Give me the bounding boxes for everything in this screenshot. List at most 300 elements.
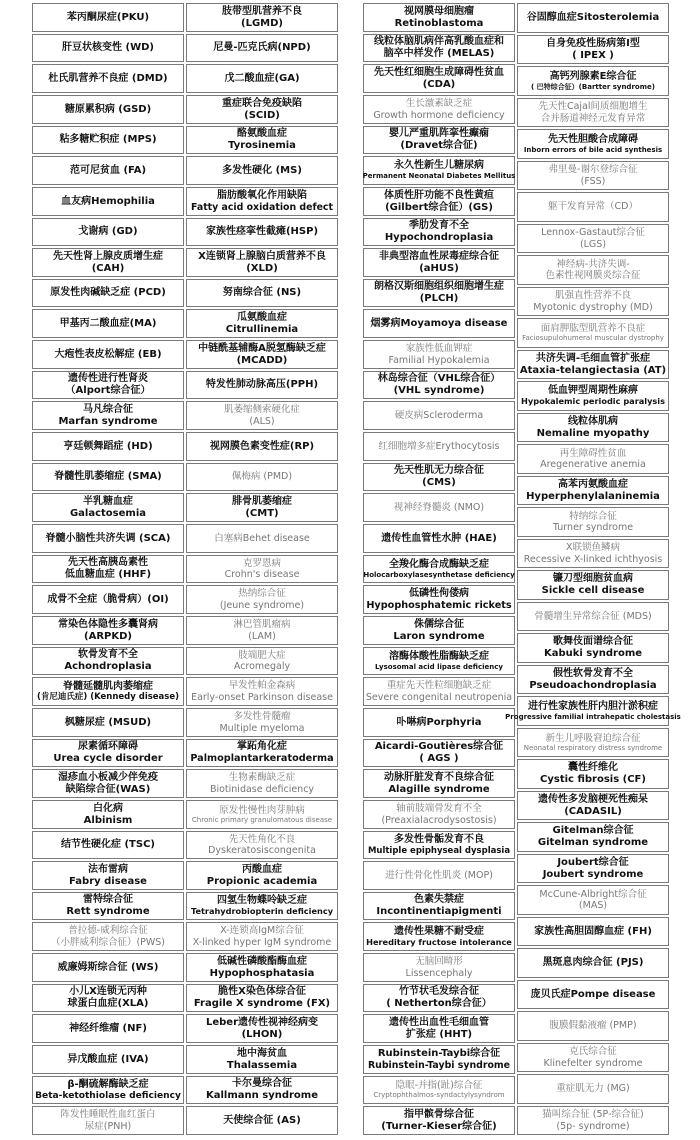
disease-name-line: 努南综合征 (NS) <box>222 287 302 299</box>
disease-name-line: 重症联合免疫缺陷 <box>222 97 302 109</box>
disease-cell <box>517 192 669 222</box>
disease-name-line: (5p- syndrome) <box>556 1120 630 1132</box>
disease-name-line: 视神经脊髓炎 (NMO) <box>393 501 485 513</box>
disease-name-line: 苯丙酮尿症(PKU) <box>66 11 150 23</box>
disease-name-line: Laron syndrome <box>393 630 485 642</box>
disease-name-line: (Dravet综合征) <box>400 140 478 151</box>
disease-name-line: 先天性胆酸合成障碍 <box>548 133 638 145</box>
disease-name-line: 线粒体脑肌病伴高乳酸血症和 <box>374 36 504 48</box>
disease-cell <box>32 677 184 706</box>
disease-name-line: 低碱性磷酸酯酶血症 <box>217 955 307 967</box>
disease-cell <box>363 64 515 93</box>
disease-name-line: 溶酶体酸性脂酶缺乏症 <box>389 650 489 662</box>
disease-name-line: Propionic academia <box>206 875 318 887</box>
disease-cell <box>32 831 184 859</box>
disease-name-line: 球蛋白血症(XLA) <box>67 998 149 1009</box>
disease-name-line: Incontinentiapigmenti <box>376 906 502 917</box>
disease-cell <box>32 432 184 461</box>
disease-name-line: 谷固醇血症Sitosterolemia <box>526 12 660 24</box>
disease-name-line: Myotonic dystrophy (MD) <box>533 301 653 313</box>
disease-name-line: Chronic primary granulomatous disease <box>191 815 333 824</box>
disease-cell <box>32 493 184 522</box>
disease-name-line: Thalassemia <box>226 1059 298 1071</box>
disease-name-line: Ataxia-telangiectasia (AT) <box>519 364 667 376</box>
disease-name-line: (aHUS) <box>419 262 459 274</box>
disease-cell <box>186 1076 338 1104</box>
disease-name-line: 结节性硬化症 (TSC) <box>61 839 155 851</box>
disease-cell <box>363 1014 515 1043</box>
disease-cell <box>363 218 515 246</box>
disease-name-line: (CMS) <box>422 477 456 488</box>
disease-name-line: Growth hormone deficiency <box>373 109 505 121</box>
disease-cell <box>32 953 184 982</box>
disease-name-line: 白化病 <box>93 802 123 814</box>
disease-name-line: 合并肠道神经元发育异常 <box>540 112 646 124</box>
disease-name-line: 地中海贫血 <box>237 1047 287 1059</box>
disease-name-line: 瓜氨酸血症 <box>237 311 287 323</box>
disease-name-line: (MCADD) <box>236 354 288 366</box>
disease-cell <box>517 917 669 946</box>
disease-name-line: X-连锁高IgM综合征 <box>220 925 304 937</box>
disease-name-line: Permanent Neonatal Diabetes Mellitus <box>362 172 516 181</box>
disease-name-line: (肯尼迪氏症) (Kennedy disease) <box>36 692 180 703</box>
disease-name-line: 竹节状毛发综合征 <box>399 986 479 998</box>
disease-cell <box>517 413 669 442</box>
disease-name-line: 囊性纤维化 <box>568 762 618 774</box>
disease-name-line: 湿疹血小板减少伴免疫 <box>58 771 158 783</box>
disease-cell <box>517 3 669 33</box>
disease-name-line: 酪氨酸血症 <box>237 128 287 140</box>
disease-cell <box>363 248 515 277</box>
disease-name-line: 先天性高胰岛素性 <box>68 557 148 569</box>
disease-name-line: 肢带型肌营养不良 <box>222 5 302 17</box>
disease-name-line: 尿素循环障碍 <box>78 741 138 753</box>
disease-name-line: Severe congenital neutropenia <box>365 691 513 703</box>
disease-name-line: ( Netherton综合征） <box>386 998 492 1009</box>
disease-name-line: 生长激素缺乏症 <box>405 98 473 110</box>
disease-cell <box>186 708 338 737</box>
disease-cell <box>363 831 515 859</box>
disease-name-line: （Alport综合征） <box>65 385 151 396</box>
disease-cell <box>32 95 184 124</box>
disease-name-line: 低血钾型周期性麻痹 <box>548 385 638 397</box>
disease-name-line: Fatty acid oxidation defect <box>191 201 333 213</box>
disease-cell <box>186 156 338 185</box>
disease-name-line: 遗传性果糖不耐受症 <box>394 925 484 937</box>
disease-name-line: 成骨不全症（脆骨病）(OI) <box>47 593 169 605</box>
disease-cell <box>517 98 669 127</box>
disease-cell <box>517 255 669 285</box>
disease-cell <box>32 401 184 430</box>
disease-name-line: 卡尔曼综合征 <box>232 1078 292 1090</box>
column-4 <box>505 3 681 1137</box>
disease-name-line: 多发性硬化 (MS) <box>222 164 302 176</box>
disease-name-line: 面肩胛肱型肌营养不良症 <box>540 323 646 335</box>
disease-cell <box>517 822 669 852</box>
disease-name-line: 先天性Cajal间质细胞增生 <box>538 101 648 113</box>
disease-name-line: 肝豆状核变性 (WD) <box>62 42 154 54</box>
disease-name-line: ( 巴特综合征）(Bartter syndrome) <box>531 82 655 91</box>
disease-cell <box>32 892 184 920</box>
disease-cell <box>32 309 184 338</box>
disease-name-line: Lennox-Gastaut综合征 <box>541 227 645 239</box>
disease-cell <box>363 371 515 399</box>
disease-name-line: 高钙列腺素E综合征 <box>549 70 637 82</box>
disease-cell <box>186 1045 338 1074</box>
disease-name-line: 季肋发育不全 <box>409 220 469 232</box>
disease-name-line: 软骨发育不全 <box>78 649 138 661</box>
disease-name-line: 永久性新生儿糖尿病 <box>394 160 484 172</box>
disease-cell <box>32 187 184 216</box>
column-2 <box>186 3 340 1137</box>
disease-cell <box>186 555 338 583</box>
disease-name-line: ( IPEX ) <box>572 49 614 61</box>
disease-name-line: 多发性骨髓瘤 <box>233 711 291 723</box>
disease-cell <box>517 129 669 159</box>
disease-cell <box>186 309 338 338</box>
disease-name-line: 隐眼-并指(趾)综合征 <box>395 1080 483 1092</box>
disease-cell <box>517 602 669 631</box>
disease-name-line: (XLD) <box>246 262 278 274</box>
disease-name-line: 动脉肝脏发育不良综合征 <box>384 771 494 783</box>
column-1 <box>32 3 186 1137</box>
disease-cell <box>363 432 515 461</box>
disease-cell <box>32 156 184 185</box>
disease-name-line: Neonatal respiratory distress syndrome <box>523 743 663 752</box>
disease-name-line: 脂肪酸氧化作用缺陷 <box>217 190 307 202</box>
disease-name-line: 佩梅病 (PMD) <box>231 471 293 483</box>
disease-cell <box>186 585 338 614</box>
disease-name-line: 遗传性进行性肾炎 <box>68 373 148 385</box>
disease-name-line: 四氢生物蝶呤缺乏症 <box>217 895 307 907</box>
disease-name-line: (VHL syndrome) <box>393 385 485 396</box>
disease-cell <box>186 984 338 1012</box>
disease-name-line: Lysosomal acid lipase deficiency <box>375 662 503 671</box>
disease-name-line: 林岛综合征（VHL综合征） <box>377 373 501 385</box>
disease-name-line: 烟雾病Moyamoya disease <box>370 317 508 329</box>
disease-cell <box>186 493 338 522</box>
disease-cell <box>517 885 669 915</box>
disease-name-line: Leber遗传性视神经病变 <box>205 1016 319 1028</box>
disease-name-line: 脆性X染色体综合征 <box>218 986 306 998</box>
disease-name-line: 低血糖血症 (HHF) <box>64 569 152 580</box>
disease-cell <box>186 524 338 553</box>
disease-name-line: Tetrahydrobiopterin deficiency <box>190 906 334 917</box>
disease-name-line: 血友病Hemophilia <box>61 195 155 207</box>
disease-name-line: 白塞病Behet disease <box>214 532 310 544</box>
disease-cell <box>363 95 515 124</box>
disease-name-line: Beta-ketothiolase deficiency <box>35 1090 181 1101</box>
disease-cell <box>32 524 184 553</box>
disease-name-line: (CADASIL) <box>564 805 622 817</box>
disease-name-line: Aregenerative anemia <box>540 459 646 470</box>
disease-cell <box>505 696 681 726</box>
disease-cell <box>32 64 184 93</box>
disease-name-line: 低磷性佝偻病 <box>409 587 469 599</box>
disease-name-line: 法布雷病 <box>88 863 128 875</box>
disease-cell <box>517 948 669 978</box>
disease-cell <box>186 677 338 706</box>
disease-name-line: β-酮硫解酶缺乏症 <box>67 1078 149 1090</box>
disease-cell <box>32 1106 184 1135</box>
disease-name-line: 戊二酸血症(GA) <box>224 72 300 84</box>
disease-name-line: 枫糖尿症 (MSUD) <box>64 716 152 728</box>
disease-cell <box>32 585 184 614</box>
disease-cell <box>186 953 338 982</box>
disease-name-line: Palmoplantarkeratoderma <box>190 753 334 765</box>
disease-name-line: Pseudoachondroplasia <box>529 679 657 691</box>
disease-name-line: Dyskeratosiscongenita <box>208 845 316 856</box>
disease-cell <box>363 401 515 430</box>
disease-name-line: (PLCH) <box>419 293 459 304</box>
disease-cell <box>363 555 515 583</box>
disease-cell <box>517 161 669 190</box>
disease-cell <box>186 248 338 277</box>
disease-name-line: 侏儒综合征 <box>414 618 464 630</box>
disease-name-line: 糖原累积病 (GSD) <box>64 103 152 115</box>
disease-name-line: Kabuki syndrome <box>543 648 643 659</box>
disease-name-line: 无脑回畸形 <box>415 956 463 968</box>
disease-name-line: (LAM) <box>248 630 276 642</box>
disease-cell <box>32 34 184 62</box>
disease-name-line: 原发性慢性肉芽肿病 <box>219 804 305 816</box>
disease-name-line: 遗传性多发脑梗死性痴呆 <box>538 793 648 805</box>
disease-name-line: 猫叫综合征 (5P-综合征) <box>542 1109 644 1121</box>
disease-cell <box>32 616 184 645</box>
disease-name-line: 红细胞増多症Erythocytosis <box>378 440 500 452</box>
disease-name-line: 粘多糖贮积症 (MPS) <box>59 134 157 146</box>
disease-name-line: 脊髓小脑性共济失调 (SCA) <box>45 532 171 544</box>
disease-name-line: Citrullinemia <box>225 323 299 335</box>
disease-cell <box>517 507 669 537</box>
disease-name-line: 家族性低血钾症 <box>405 343 473 355</box>
disease-name-line: (LGMD) <box>241 17 283 29</box>
disease-name-line: 特纳综合征 <box>569 510 617 522</box>
disease-name-line: Rubinstein-Taybi综合征 <box>377 1048 501 1060</box>
disease-name-line: 马凡综合征 <box>83 403 133 415</box>
disease-cell <box>186 401 338 430</box>
disease-name-line: 中链酰基辅酶A脱氢酶缺乏症 <box>198 342 326 354</box>
disease-name-line: Faciosupulohumeral muscular dystrophy <box>522 334 664 343</box>
disease-cell <box>363 616 515 645</box>
disease-name-line: Hypophosphatemic rickets <box>366 599 512 611</box>
disease-name-line: 早发性帕金森病 <box>228 680 296 692</box>
disease-name-line: Cystic fibrosis (CF) <box>540 774 646 785</box>
disease-name-line: (Turner-Kieser综合征) <box>381 1120 497 1132</box>
disease-name-line: Hyperphenylalaninemia <box>526 490 660 502</box>
disease-cell <box>32 1045 184 1074</box>
disease-cell <box>186 1106 338 1135</box>
disease-name-line: (CAH) <box>91 262 125 274</box>
disease-name-line: (ARPKD) <box>84 630 132 642</box>
disease-name-line: Multiple epiphyseal dysplasia <box>367 845 511 856</box>
disease-name-line: 视网膜色素变性症(RP) <box>209 440 315 452</box>
disease-cell <box>363 126 515 154</box>
disease-cell <box>186 647 338 675</box>
disease-name-line: Cryptophthalmos-syndactylysyndrom <box>373 1091 505 1100</box>
disease-cell <box>186 463 338 491</box>
disease-cell <box>186 432 338 461</box>
disease-cell <box>186 1014 338 1043</box>
disease-name-line: Sickle cell disease <box>541 585 645 596</box>
disease-cell <box>186 861 338 890</box>
disease-name-line: 雷特综合征 <box>83 894 133 906</box>
disease-name-line: 杜氏肌营养不良症 (DMD) <box>48 72 168 84</box>
disease-name-line: Crohn's disease <box>224 569 300 580</box>
disease-name-line: 镰刀型细胞贫血病 <box>553 573 633 585</box>
disease-name-line: Biotinidase deficiency <box>209 783 315 795</box>
disease-name-line: 庞贝氏症Pompe disease <box>530 988 656 1000</box>
disease-cell <box>517 759 669 789</box>
disease-cell <box>32 371 184 399</box>
disease-name-line: (CDA) <box>422 78 456 90</box>
disease-name-line: Rubinstein-Taybi syndrome <box>367 1059 511 1071</box>
disease-name-line: 半乳糖血症 <box>83 495 133 507</box>
disease-cell <box>517 287 669 316</box>
disease-cell <box>32 769 184 798</box>
disease-cell <box>32 647 184 675</box>
disease-name-line: Tyrosinemia <box>228 140 296 151</box>
disease-name-line: 再生障碍性贫血 <box>559 447 627 459</box>
disease-name-line: X-linked hyper IgM syndrome <box>192 936 332 948</box>
disease-name-line: 非典型溶血性尿毒症综合征 <box>379 250 499 262</box>
disease-name-line: Hypokalemic periodic paralysis <box>521 396 665 407</box>
disease-name-line: Marfan syndrome <box>58 415 158 427</box>
disease-cell <box>186 831 338 859</box>
disease-cell <box>517 791 669 820</box>
disease-cell <box>186 340 338 369</box>
disease-name-line: X连锁肾上腺脑白质营养不良 <box>198 250 326 262</box>
disease-cell <box>32 1076 184 1104</box>
disease-name-line: Turner syndrome <box>552 522 634 533</box>
disease-cell <box>517 1011 669 1041</box>
disease-name-line: Holocarboxylasesynthetase deficiency <box>363 570 515 579</box>
disease-name-line: Early-onset Parkinson disease <box>191 691 333 703</box>
disease-name-line: 脑卒中样发作 (MELAS) <box>383 48 495 59</box>
disease-cell <box>186 34 338 62</box>
disease-cell <box>32 1014 184 1043</box>
disease-cell <box>517 224 669 253</box>
disease-name-line: 骨髓增生异常综合征 (MDS) <box>534 610 652 622</box>
disease-cell <box>363 922 515 951</box>
disease-name-line: (LGS) <box>579 238 607 250</box>
disease-name-line: 先天性红细胞生成障碍性贫血 <box>374 66 504 78</box>
disease-cell <box>517 35 669 64</box>
disease-name-line: Fabry disease <box>69 875 147 887</box>
disease-cell <box>186 3 338 32</box>
disease-cell <box>32 861 184 890</box>
disease-cell <box>363 739 515 767</box>
disease-name-line: (ALS) <box>249 415 275 427</box>
disease-name-line: 生物素酶缺乏症 <box>228 772 296 784</box>
disease-cell <box>517 318 669 348</box>
disease-name-line: Recessive X-linked ichthyosis <box>523 553 663 565</box>
disease-cell <box>363 1076 515 1104</box>
disease-name-line: 扩张症 (HHT) <box>405 1028 473 1040</box>
disease-name-line: 范可尼贫血 (FA) <box>69 164 147 176</box>
disease-cell <box>32 984 184 1012</box>
disease-cell <box>186 126 338 154</box>
disease-cell <box>32 555 184 583</box>
disease-cell <box>517 476 669 505</box>
disease-name-line: 脊髓性肌萎缩症 (SMA) <box>54 471 162 483</box>
disease-cell <box>517 570 669 600</box>
disease-name-line: 尿症(PNH) <box>84 1120 132 1132</box>
disease-cell <box>32 708 184 737</box>
disease-name-line: 新生儿呼吸窘迫综合征 <box>545 732 641 744</box>
disease-name-line: 线粒体肌病 <box>568 415 618 427</box>
disease-cell <box>32 248 184 277</box>
disease-cell <box>363 1106 515 1135</box>
disease-cell <box>186 95 338 124</box>
disease-name-line: 遗传性出血性毛细血管 <box>389 1016 489 1028</box>
disease-name-line: 硬皮病Scleroderma <box>394 409 484 421</box>
disease-cell <box>517 665 669 694</box>
disease-name-line: 先天性肌无力综合征 <box>394 465 484 477</box>
disease-name-line: 小儿X连锁无丙种 <box>69 986 147 998</box>
disease-cell <box>517 539 669 568</box>
disease-name-line: Rett syndrome <box>66 906 150 917</box>
disease-cell <box>186 892 338 920</box>
disease-name-line: Acromegaly <box>233 661 291 672</box>
disease-name-line: 特发性肺动脉高压(PPH) <box>205 379 319 391</box>
disease-name-line: 肌萎缩侧索硬化症 <box>223 404 300 416</box>
disease-name-line: 高苯丙氨酸血症 <box>558 478 628 490</box>
disease-cell <box>363 309 515 338</box>
disease-cell <box>363 524 515 553</box>
disease-name-line: 克氏综合征 <box>569 1046 617 1058</box>
disease-name-line: 先天性角化不良 <box>228 833 296 845</box>
disease-name-line: (LHON) <box>241 1028 283 1040</box>
disease-cell <box>363 677 515 706</box>
disease-cell <box>363 493 515 522</box>
disease-cell <box>517 1106 669 1135</box>
disease-cell <box>32 922 184 951</box>
disease-cell <box>517 728 669 757</box>
disease-name-line: 遗传性血管性水肿 (HAE) <box>381 532 497 544</box>
disease-cell <box>186 800 338 829</box>
disease-name-line: Alagille syndrome <box>388 783 490 795</box>
disease-name-line: (Jeune syndrome) <box>219 599 305 611</box>
disease-name-line: Achondroplasia <box>64 661 152 672</box>
disease-cell <box>32 340 184 369</box>
disease-name-line: Inborn errors of bile acid synthesis <box>523 145 663 154</box>
disease-cell <box>363 340 515 369</box>
disease-cell <box>32 279 184 307</box>
disease-cell <box>186 64 338 93</box>
disease-name-line: Kallmann syndrome <box>206 1090 318 1101</box>
disease-name-line: 原发性肉碱缺乏症 (PCD) <box>50 287 166 299</box>
disease-name-line: 阵发性睡眠性血红蛋白 <box>60 1109 156 1121</box>
disease-name-line: 腹膜假黏液瘤 (PMP) <box>549 1020 637 1032</box>
disease-name-line: 歌舞伎面谱综合征 <box>553 636 633 648</box>
disease-name-line: Hereditary fructose intolerance <box>366 936 512 947</box>
disease-cell <box>517 1074 669 1104</box>
disease-cell <box>363 1045 515 1074</box>
column-3 <box>363 3 517 1137</box>
disease-name-line: Gitelman syndrome <box>537 837 649 848</box>
disease-name-line: 重症先天性粒细胞缺乏症 <box>386 680 492 692</box>
disease-cell <box>363 463 515 491</box>
disease-cell <box>186 187 338 216</box>
disease-name-line: 视网膜母细胞瘤 <box>404 5 474 17</box>
disease-cell <box>32 800 184 829</box>
disease-name-line: McCune-Albright综合征 <box>539 888 647 900</box>
disease-cell <box>363 647 515 675</box>
disease-name-line: 指甲髌骨综合征 <box>404 1108 474 1120</box>
disease-name-line: 家族性痉挛性截瘫(HSP) <box>205 226 319 238</box>
disease-name-line: 热纳综合征 <box>238 588 286 600</box>
